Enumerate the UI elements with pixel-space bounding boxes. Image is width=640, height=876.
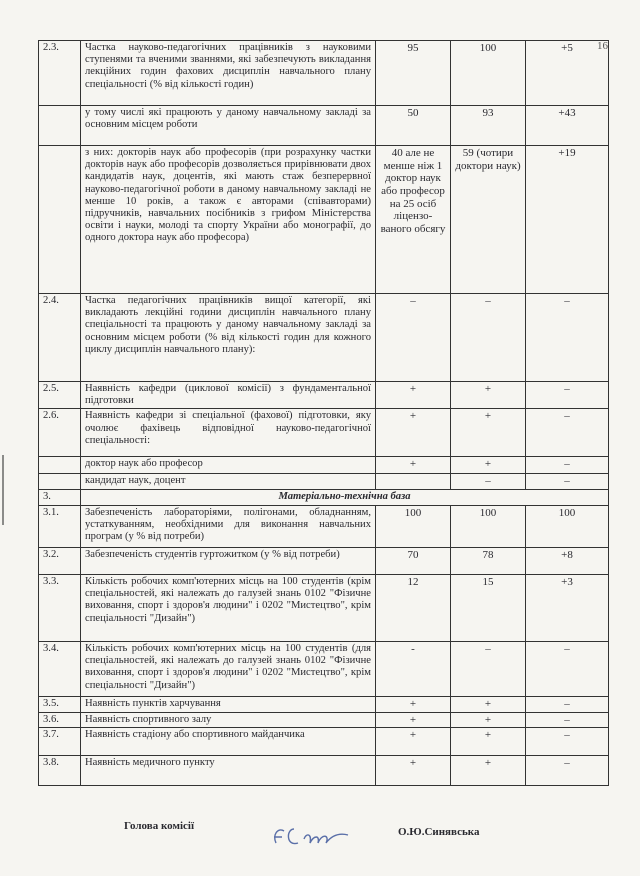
deviation-value: – <box>526 294 609 382</box>
indicator-description: кандидат наук, доцент <box>81 474 376 490</box>
deviation-value: – <box>526 712 609 728</box>
indicator-description: з них: докторів наук або професорів (при розрахунку частки докторів наук або професорів дозволяється прирівнювати двох кандидатів наук, доцентів, які мають стаж безперервної науково-педагогічної роботи в даному навчальному закладі не менше 10 років, а також є авторами (співавторами) підручників, навчальних посібників з грифом Міністерства освіти і науки, молоді та спорту України або монографії, до одного доктора наук або професора) <box>81 146 376 294</box>
actual-value: + <box>451 696 526 712</box>
page-number: 16 <box>597 40 608 52</box>
licensing-requirement-value: + <box>376 728 451 756</box>
row-number: 3. <box>39 489 81 505</box>
licensing-requirement-value: 12 <box>376 574 451 641</box>
licensing-requirement-value: + <box>376 457 451 474</box>
actual-value: – <box>451 641 526 696</box>
licensing-requirement-value: 95 <box>376 41 451 106</box>
row-number: 2.6. <box>39 409 81 457</box>
deviation-value: – <box>526 696 609 712</box>
row-number: 2.3. <box>39 41 81 106</box>
deviation-value: +8 <box>526 547 609 574</box>
deviation-value: +19 <box>526 146 609 294</box>
actual-value: 59 (чотири доктори наук) <box>451 146 526 294</box>
handwritten-signature <box>268 821 360 851</box>
table-row <box>39 756 609 786</box>
row-number: 3.2. <box>39 547 81 574</box>
indicator-description: Забезпеченість лабораторіями, полігонами, обладнанням, устаткуванням, необхідними для виконання навчальних програм (у % від потреби) <box>81 505 376 547</box>
table-row <box>39 574 609 641</box>
row-number: 3.5. <box>39 696 81 712</box>
indicator-description: Наявність стадіону або спортивного майданчика <box>81 728 376 756</box>
row-number: 3.3. <box>39 574 81 641</box>
row-number: 3.6. <box>39 712 81 728</box>
table-row <box>39 409 609 457</box>
actual-value: + <box>451 712 526 728</box>
deviation-value: +43 <box>526 106 609 146</box>
table-row <box>39 728 609 756</box>
table-row <box>39 106 609 146</box>
actual-value: + <box>451 409 526 457</box>
deviation-value: +5 <box>526 41 609 106</box>
deviation-value: – <box>526 474 609 490</box>
actual-value: – <box>451 474 526 490</box>
row-number: 3.1. <box>39 505 81 547</box>
actual-value: 93 <box>451 106 526 146</box>
table-row <box>39 457 609 474</box>
row-number <box>39 474 81 490</box>
row-number: 2.5. <box>39 382 81 409</box>
row-number <box>39 146 81 294</box>
row-number: 3.8. <box>39 756 81 786</box>
section-title: Матеріально-технічна база <box>81 489 609 505</box>
table-row <box>39 641 609 696</box>
deviation-value: 100 <box>526 505 609 547</box>
deviation-value: – <box>526 382 609 409</box>
table-row <box>39 294 609 382</box>
row-number <box>39 457 81 474</box>
table-row <box>39 382 609 409</box>
deviation-value: – <box>526 409 609 457</box>
signatory-name: О.Ю.Синявська <box>398 826 480 838</box>
licensing-requirement-value: + <box>376 382 451 409</box>
actual-value: – <box>451 294 526 382</box>
licensing-requirement-value: 40 але не менше ніж 1 доктор наук або професор на 25 осіб ліцензо-ваного обсягу <box>376 146 451 294</box>
indicator-description: Частка науково-педагогічних працівників з науковими ступенями та вченими званнями, які забезпечують викладання лекційних годин фахових дисциплін навчального плану спеціальності (% від кількості годин) <box>81 41 376 106</box>
table-row <box>39 474 609 490</box>
actual-value: 78 <box>451 547 526 574</box>
indicator-description: доктор наук або професор <box>81 457 376 474</box>
actual-value: + <box>451 728 526 756</box>
indicator-description: Кількість робочих комп'ютерних місць на 100 студентів (для спеціальностей, які належать до галузей знань 0102 "Фізичне виховання, спорт і здоров'я людини" і 0202 "Мистецтво", крім спеціальності "Дизайн") <box>81 641 376 696</box>
table-row <box>39 505 609 547</box>
licensing-requirement-value: – <box>376 294 451 382</box>
table-row <box>39 547 609 574</box>
table-row <box>39 41 609 106</box>
indicators-table <box>38 40 609 786</box>
licensing-requirement-value: + <box>376 712 451 728</box>
signature-block <box>0 815 640 865</box>
indicator-description: Наявність медичного пункту <box>81 756 376 786</box>
licensing-requirement-value <box>376 474 451 490</box>
margin-mark <box>2 455 7 525</box>
deviation-value: – <box>526 728 609 756</box>
indicator-description: Наявність пунктів харчування <box>81 696 376 712</box>
licensing-requirement-value: 50 <box>376 106 451 146</box>
table-row <box>39 696 609 712</box>
deviation-value: – <box>526 756 609 786</box>
row-number: 2.4. <box>39 294 81 382</box>
actual-value: 100 <box>451 41 526 106</box>
licensing-requirement-value: - <box>376 641 451 696</box>
actual-value: + <box>451 756 526 786</box>
licensing-requirement-value: 70 <box>376 547 451 574</box>
indicator-description: Кількість робочих комп'ютерних місць на 100 студентів (крім спеціальностей, які належать до галузей знань 0102 "Фізичне виховання, спорт і здоров'я людини" і 0202 "Мистецтво", крім спеціальності "Дизайн") <box>81 574 376 641</box>
indicator-description: у тому числі які працюють у даному навчальному закладі за основним місцем роботи <box>81 106 376 146</box>
actual-value: + <box>451 457 526 474</box>
deviation-value: – <box>526 641 609 696</box>
actual-value: + <box>451 382 526 409</box>
row-number: 3.7. <box>39 728 81 756</box>
deviation-value: – <box>526 457 609 474</box>
row-number <box>39 106 81 146</box>
indicator-description: Частка педагогічних працівників вищої категорії, які викладають лекційні години дисциплін навчального плану спеціальності та працюють у даному навчальному закладі за основним місцем роботи (% від кількості годин для кожного циклу дисциплін навчального плану): <box>81 294 376 382</box>
signature-label: Голова комісії <box>124 820 195 832</box>
indicator-description: Наявність спортивного залу <box>81 712 376 728</box>
licensing-requirement-value: + <box>376 696 451 712</box>
licensing-requirement-value: + <box>376 756 451 786</box>
deviation-value: +3 <box>526 574 609 641</box>
table-row <box>39 146 609 294</box>
licensing-requirement-value: 100 <box>376 505 451 547</box>
indicator-description: Наявність кафедри зі спеціальної (фахової) підготовки, яку очолює фахівець відповідної науково-педагогічної спеціальності: <box>81 409 376 457</box>
row-number: 3.4. <box>39 641 81 696</box>
indicator-description: Забезпеченість студентів гуртожитком (у % від потреби) <box>81 547 376 574</box>
actual-value: 15 <box>451 574 526 641</box>
indicator-description: Наявність кафедри (циклової комісії) з фундаментальної підготовки <box>81 382 376 409</box>
licensing-requirement-value: + <box>376 409 451 457</box>
table-row <box>39 712 609 728</box>
actual-value: 100 <box>451 505 526 547</box>
section-row <box>39 489 609 505</box>
